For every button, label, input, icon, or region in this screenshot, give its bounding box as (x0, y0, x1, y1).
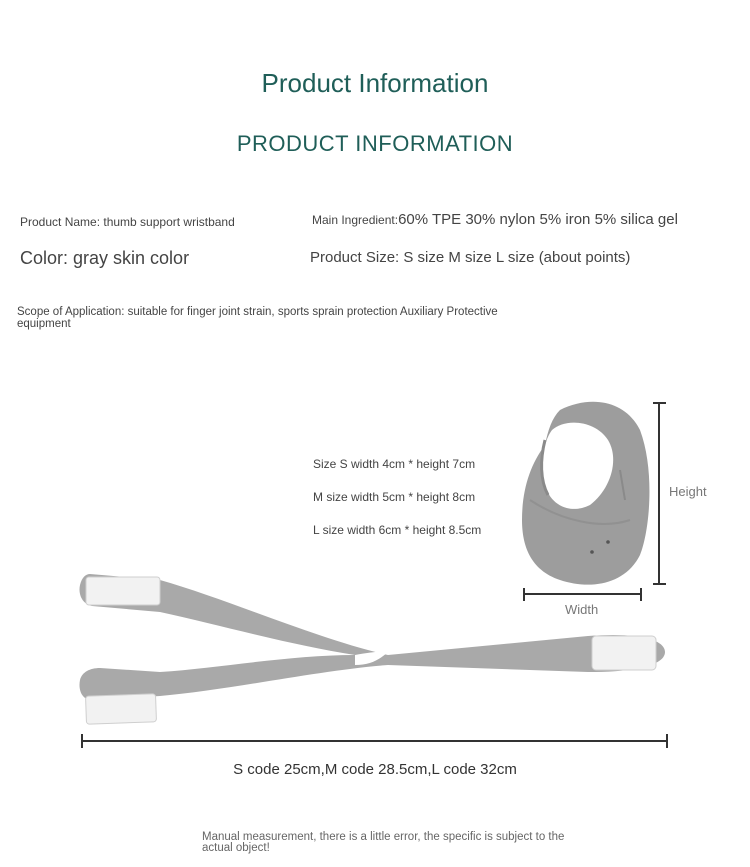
thumb-guard-image (522, 402, 649, 585)
page-subtitle: PRODUCT INFORMATION (236, 131, 514, 156)
page-title: Product Information (261, 68, 489, 98)
product-color: Color: gray skin color (20, 248, 190, 268)
width-label: Width (565, 602, 599, 617)
main-ingredient-value: 60% TPE 30% nylon 5% iron 5% silica gel (398, 211, 678, 228)
size-s: Size S width 4cm * height 7cm (313, 457, 476, 471)
product-size: Product Size: S size M size L size (about points) (310, 249, 631, 266)
height-label: Height (669, 484, 707, 499)
strap-length-text: S code 25cm,M code 28.5cm,L code 32cm (233, 761, 517, 778)
strap-length-line (82, 734, 667, 748)
size-l: L size width 6cm * height 8.5cm (313, 523, 482, 537)
scope-of-application: Scope of Application: suitable for finger joint strain, sports sprain protection Auxiliary Protective equipment (17, 306, 498, 330)
main-ingredient-label: Main Ingredient: (312, 213, 399, 227)
height-dimension-line (653, 403, 666, 584)
disclaimer-note: Manual measurement, there is a little error, the specific is subject to the actual object! (202, 831, 565, 854)
size-m: M size width 5cm * height 8cm (313, 490, 476, 504)
strap-image (80, 574, 666, 724)
product-name: Product Name: thumb support wristband (20, 215, 235, 229)
